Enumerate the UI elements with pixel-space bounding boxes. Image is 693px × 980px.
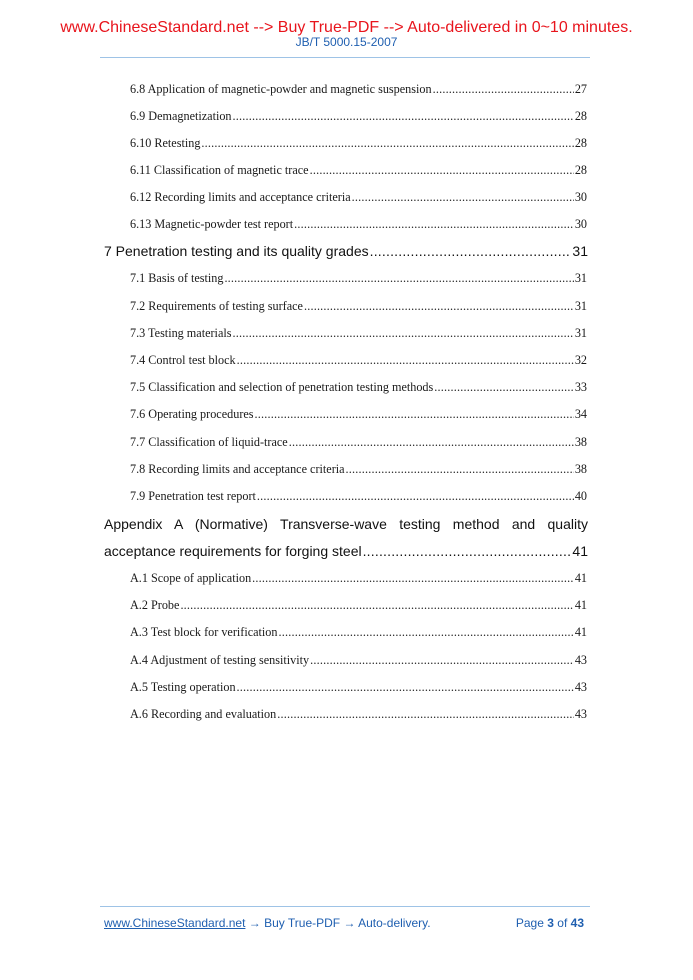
toc-entry-page: 31 <box>574 326 587 340</box>
toc-entry-7-9[interactable] <box>130 489 587 503</box>
toc-entry-title: 7.9 Penetration test report <box>130 489 256 503</box>
page-label: Page <box>515 916 544 930</box>
toc-entry-6-9[interactable] <box>130 109 587 123</box>
toc-entry-title: 7.6 Operating procedures <box>130 407 254 421</box>
toc-entry-a-5[interactable] <box>130 680 587 694</box>
toc-entry-page: 28 <box>574 109 587 123</box>
toc-entry-title: 7.5 Classification and selection of penetration testing methods <box>130 380 434 394</box>
leader-dots <box>257 489 574 503</box>
leader-dots <box>363 543 572 559</box>
toc-entry-page: 41 <box>574 571 587 585</box>
toc-entry-title: 7.1 Basis of testing <box>130 271 224 285</box>
toc-entry-title: 6.12 Recording limits and acceptance criteria <box>130 190 351 204</box>
toc-entry-page: 38 <box>574 462 587 476</box>
leader-dots <box>277 707 574 721</box>
toc-entry-appendix-a[interactable] <box>104 543 588 559</box>
website-link[interactable]: www.ChineseStandard.net <box>104 916 246 930</box>
toc-entry-page: 27 <box>574 82 587 96</box>
toc-entry-page: 34 <box>574 407 587 421</box>
toc-entry-title: 7.3 Testing materials <box>130 326 232 340</box>
toc-entry-page: 28 <box>574 136 587 150</box>
toc-entry-title: A.5 Testing operation <box>130 680 236 694</box>
toc-entry-page: 28 <box>574 163 587 177</box>
toc-entry-title: 7.8 Recording limits and acceptance criteria <box>130 462 345 476</box>
leader-dots <box>224 271 573 285</box>
toc-entry-page: 30 <box>574 217 587 231</box>
standard-number: JB/T 5000.15-2007 <box>295 35 398 49</box>
toc-entry-page: 31 <box>574 271 587 285</box>
leader-dots <box>304 299 574 313</box>
toc-entry-title: A.2 Probe <box>130 598 180 612</box>
toc-entry-page: 30 <box>574 190 587 204</box>
toc-entry-title: A.4 Adjustment of testing sensitivity <box>130 653 310 667</box>
page-current: 3 <box>547 916 554 930</box>
header-rule <box>100 57 590 58</box>
toc-entry-7[interactable] <box>104 243 588 259</box>
toc-entry-7-8[interactable] <box>130 462 587 476</box>
leader-dots <box>233 109 574 123</box>
toc-entry-page: 41 <box>572 543 588 559</box>
toc-entry-7-1[interactable] <box>130 271 587 285</box>
toc-entry-title: 6.9 Demagnetization <box>130 109 232 123</box>
toc-entry-title: 6.13 Magnetic-powder test report <box>130 217 294 231</box>
toc-entry-title: A.6 Recording and evaluation <box>130 707 277 721</box>
toc-entry-7-6[interactable] <box>130 407 587 421</box>
toc-entry-appendix-a-line1[interactable]: Appendix A (Normative) Transverse-wave testing method and quality <box>104 516 588 532</box>
toc-entry-7-3[interactable] <box>130 326 587 340</box>
leader-dots <box>201 136 573 150</box>
toc-entry-6-11[interactable] <box>130 163 587 177</box>
page-indicator <box>516 916 584 930</box>
toc-entry-page: 41 <box>574 598 587 612</box>
toc-entry-7-7[interactable] <box>130 435 587 449</box>
leader-dots <box>346 462 574 476</box>
page-total: 43 <box>570 916 584 930</box>
toc-entry-6-10[interactable] <box>130 136 587 150</box>
leader-dots <box>370 243 572 259</box>
toc-entry-a-4[interactable] <box>130 653 587 667</box>
toc-entry-page: 43 <box>574 707 587 721</box>
toc-entry-a-6[interactable] <box>130 707 587 721</box>
toc-entry-page: 38 <box>574 435 587 449</box>
toc-entry-title: A.1 Scope of application <box>130 571 252 585</box>
toc-entry-page: 33 <box>574 380 587 394</box>
toc-entry-a-1[interactable] <box>130 571 587 585</box>
leader-dots <box>289 435 574 449</box>
leader-dots <box>294 217 574 231</box>
toc-entry-title: A.3 Test block for verification <box>130 625 278 639</box>
toc-entry-page: 40 <box>574 489 587 503</box>
toc-entry-6-12[interactable] <box>130 190 587 204</box>
leader-dots <box>434 380 574 394</box>
toc-entry-page: 43 <box>574 653 587 667</box>
footer-tagline: → Buy True-PDF → Auto-delivery. <box>245 916 431 930</box>
download-banner[interactable]: www.ChineseStandard.net --> Buy True-PDF --> Auto-delivered in 0~10 minutes. <box>60 19 633 36</box>
leader-dots <box>255 407 574 421</box>
page-of: of <box>557 916 568 930</box>
leader-dots <box>237 353 574 367</box>
toc-entry-a-3[interactable] <box>130 625 587 639</box>
toc-entry-7-5[interactable] <box>130 380 587 394</box>
leader-dots <box>237 680 574 694</box>
leader-dots <box>232 326 573 340</box>
leader-dots <box>310 653 574 667</box>
toc-entry-page: 41 <box>574 625 587 639</box>
leader-dots <box>433 82 574 96</box>
toc-entry-6-13[interactable] <box>130 217 587 231</box>
toc-entry-title: 7.2 Requirements of testing surface <box>130 299 303 313</box>
footer-promo <box>104 916 431 930</box>
leader-dots <box>252 571 574 585</box>
leader-dots <box>180 598 573 612</box>
toc-entry-a-2[interactable] <box>130 598 587 612</box>
toc-entry-7-4[interactable] <box>130 353 587 367</box>
toc-entry-title: acceptance requirements for forging steel <box>104 543 362 559</box>
toc-entry-title: 7.4 Control test block <box>130 353 236 367</box>
leader-dots <box>352 190 574 204</box>
page-footer <box>104 916 584 930</box>
toc-entry-page: 31 <box>574 299 587 313</box>
toc-entry-title: 6.10 Retesting <box>130 136 201 150</box>
leader-dots <box>279 625 574 639</box>
toc-entry-title: 7 Penetration testing and its quality grades <box>104 243 369 259</box>
toc-entry-6-8[interactable] <box>130 82 587 96</box>
toc-entry-title: 6.11 Classification of magnetic trace <box>130 163 309 177</box>
toc-entry-title: 6.8 Application of magnetic-powder and magnetic suspension <box>130 82 432 96</box>
toc-entry-page: 32 <box>574 353 587 367</box>
footer-rule <box>100 906 590 907</box>
toc-entry-7-2[interactable] <box>130 299 587 313</box>
toc-entry-title: 7.7 Classification of liquid-trace <box>130 435 288 449</box>
toc-entry-page: 43 <box>574 680 587 694</box>
toc-entry-page: 31 <box>572 243 588 259</box>
leader-dots <box>310 163 574 177</box>
